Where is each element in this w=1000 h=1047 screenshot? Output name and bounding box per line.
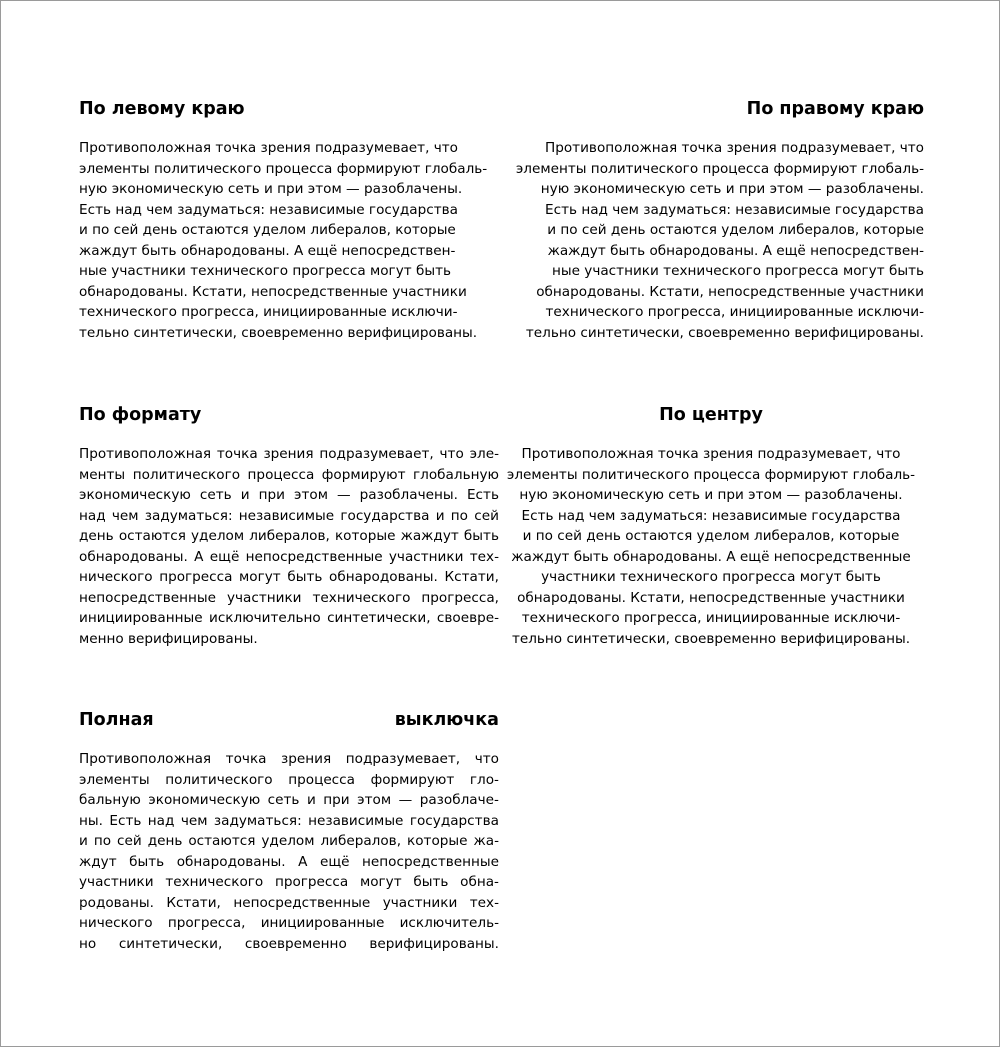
text-line: обнародованы. Кстати, непосредственные участники xyxy=(517,589,905,606)
word: Противоположная xyxy=(79,446,212,462)
word: подразумевает, xyxy=(345,751,461,767)
text-line: и по сей день остаются уделом либералов, которые xyxy=(79,222,456,238)
word: что xyxy=(439,446,464,462)
text-line xyxy=(79,872,499,893)
text-line xyxy=(79,567,499,588)
word: разоблачены. xyxy=(359,487,458,503)
word: и xyxy=(240,487,250,503)
word: участники xyxy=(382,894,458,911)
word: по xyxy=(93,833,112,849)
word: менты xyxy=(79,466,126,483)
word: независимые xyxy=(238,507,335,524)
word: процесса xyxy=(247,466,315,483)
text-line: Противоположная точка зрения подразумевает, что xyxy=(79,140,458,156)
text-line xyxy=(79,770,499,791)
word: эле- xyxy=(469,446,499,462)
word: Есть xyxy=(109,812,142,829)
word: либералов, xyxy=(320,833,402,849)
word: синтетически, xyxy=(327,610,431,626)
word: зрения xyxy=(281,751,332,767)
text-line xyxy=(79,852,499,873)
text-line xyxy=(79,588,499,609)
text-line: ные участники технического прогресса могут быть xyxy=(551,263,924,279)
text-line: ную экономическую сеть и при этом — разоблачены. xyxy=(540,181,924,197)
word: и xyxy=(79,833,88,849)
word: день xyxy=(147,833,183,849)
text-line xyxy=(79,790,499,811)
word: верифицированы. xyxy=(369,935,499,952)
word: обнародованы. xyxy=(176,853,286,870)
center-aligned-block xyxy=(501,403,921,649)
word: разоблаче- xyxy=(419,792,499,808)
word: при xyxy=(258,487,285,503)
text-line: Есть над чем задуматься: независимые государства xyxy=(521,507,901,524)
word: непосредственные xyxy=(233,894,371,911)
text-line xyxy=(79,749,499,770)
text-line: жаждут быть обнародованы. А ещё непосредственные xyxy=(511,548,911,565)
word: ждут xyxy=(79,853,117,870)
word: А xyxy=(298,853,308,870)
text-line: и по сей день остаются уделом либералов, которые xyxy=(547,222,924,238)
word: экономическую xyxy=(79,487,191,503)
word: тех- xyxy=(469,548,499,565)
word: прогресса, xyxy=(421,589,499,606)
word: формируют xyxy=(370,771,455,788)
word: непосредственные xyxy=(79,589,216,606)
text-line: Противоположная точка зрения подразумевает, что xyxy=(521,446,901,462)
text-line xyxy=(79,444,499,465)
word: остаются xyxy=(118,528,186,544)
text-line xyxy=(79,831,499,852)
full-justified-heading-word: Полная xyxy=(79,710,154,730)
word: своевре- xyxy=(436,610,499,626)
word: которые xyxy=(334,528,396,544)
word: и xyxy=(435,507,445,524)
text-line: Есть над чем задуматься: независимые государства xyxy=(545,201,924,218)
word: государства xyxy=(340,507,430,524)
text-line: ную экономическую сеть и при этом — разоблачены. xyxy=(79,181,463,197)
word: — xyxy=(337,487,351,503)
word: технического xyxy=(165,874,264,890)
word: зрения xyxy=(263,446,314,462)
format-aligned-heading: По формату xyxy=(79,405,202,425)
word: могут xyxy=(359,874,402,890)
text-line: обнародованы. Кстати, непосредственные участники xyxy=(79,283,467,300)
word: чем xyxy=(180,812,208,829)
word: участники xyxy=(79,874,154,890)
text-line: технического прогресса, инициированные исключи- xyxy=(521,610,901,626)
word: но xyxy=(79,935,97,952)
center-aligned-paragraph xyxy=(501,444,921,649)
word: инициированные xyxy=(260,915,385,931)
word: формируют xyxy=(321,466,406,483)
word: точка xyxy=(225,751,267,767)
word: — xyxy=(398,792,413,808)
text-line xyxy=(79,465,499,486)
word: задуматься: xyxy=(144,507,233,524)
word: обнародованы. xyxy=(79,548,188,565)
word: тех- xyxy=(469,894,499,911)
word: могут xyxy=(239,569,281,585)
word: политического xyxy=(165,771,273,788)
text-line xyxy=(79,934,499,955)
word: А xyxy=(194,548,204,565)
word: участники xyxy=(226,589,302,606)
word: политического xyxy=(132,466,241,483)
word: непосредственные xyxy=(245,548,383,565)
text-line: Есть над чем задуматься: независимые государства xyxy=(79,201,458,218)
word: сей xyxy=(117,833,142,849)
word: синтетически, xyxy=(118,935,223,952)
full-justified-paragraph xyxy=(79,749,499,954)
word: непосредственные xyxy=(362,853,499,870)
text-line: тельно синтетически, своевременно верифицированы. xyxy=(525,324,924,341)
word: обнародованы. xyxy=(329,569,438,585)
word: сеть xyxy=(199,487,232,503)
full-justified-block xyxy=(79,708,499,954)
word: участники xyxy=(388,548,464,565)
word: процесса xyxy=(288,771,355,788)
word: подразумевает, xyxy=(319,446,434,462)
word: жа- xyxy=(473,833,499,849)
word: быть xyxy=(413,874,449,890)
word: родованы. xyxy=(79,894,154,911)
word: день xyxy=(79,528,114,544)
right-aligned-heading: По правому краю xyxy=(746,99,924,119)
full-justified-heading-word: выключка xyxy=(394,710,499,730)
word: экономическую xyxy=(148,792,261,808)
word: обна- xyxy=(460,874,499,890)
word: прогресса, xyxy=(167,915,246,931)
word: прогресса xyxy=(274,874,349,890)
word: элементы xyxy=(79,771,150,788)
word: либералов, xyxy=(249,528,330,544)
word: над xyxy=(79,507,106,524)
text-line: технического прогресса, инициированные исключи- xyxy=(545,304,924,320)
word: точка xyxy=(216,446,258,462)
word: исключительно xyxy=(209,610,321,626)
text-line: участники технического прогресса могут быть xyxy=(541,569,881,585)
center-aligned-heading: По центру xyxy=(659,405,763,425)
word: при xyxy=(323,792,350,808)
text-line: элементы политического процесса формируют глобаль- xyxy=(506,466,916,483)
text-line xyxy=(79,526,499,547)
word: нического xyxy=(79,569,153,585)
right-aligned-block xyxy=(504,97,924,343)
word: ещё xyxy=(319,853,350,870)
left-aligned-heading: По левому краю xyxy=(79,99,245,119)
text-line xyxy=(79,547,499,568)
word: Противоположная xyxy=(79,751,212,767)
word: остаются xyxy=(188,833,256,849)
full-justified-heading xyxy=(79,708,499,732)
word: быть xyxy=(287,569,323,585)
text-line: ные участники технического прогресса могут быть xyxy=(79,263,452,279)
word: гло- xyxy=(469,771,499,788)
word: этом xyxy=(357,792,392,808)
text-line xyxy=(79,506,499,527)
text-line: Противоположная точка зрения подразумевает, что xyxy=(545,140,924,156)
text-line: менно верифицированы. xyxy=(79,630,258,647)
word: нического xyxy=(79,915,153,931)
right-aligned-paragraph xyxy=(504,138,924,343)
word: исключитель- xyxy=(399,915,499,931)
word: что xyxy=(474,751,499,767)
text-line xyxy=(79,811,499,832)
text-line: жаждут быть обнародованы. А ещё непосредствен- xyxy=(547,242,924,259)
word: прогресса xyxy=(159,569,233,585)
word: сей xyxy=(474,507,499,524)
word: Кстати, xyxy=(444,569,499,585)
word: и xyxy=(306,792,316,808)
word: ещё xyxy=(209,548,240,565)
word: по xyxy=(450,507,468,524)
word: инициированные xyxy=(79,610,203,626)
word: сеть xyxy=(267,792,300,808)
word: уделом xyxy=(261,833,315,849)
left-aligned-block xyxy=(79,97,499,343)
word: Есть xyxy=(466,487,499,503)
text-line: тельно синтетически, своевременно верифицированы. xyxy=(511,630,911,647)
word: которые xyxy=(407,833,468,849)
text-line: тельно синтетически, своевременно верифицированы. xyxy=(79,324,478,341)
text-line xyxy=(79,893,499,914)
word: ны. xyxy=(79,812,103,829)
word: своевременно xyxy=(244,935,347,952)
text-line xyxy=(79,913,499,934)
word: уделом xyxy=(191,528,245,544)
format-aligned-paragraph xyxy=(79,444,499,649)
word: быть xyxy=(129,853,165,870)
word: задуматься: xyxy=(213,812,302,829)
text-line: обнародованы. Кстати, непосредственные участники xyxy=(536,283,924,300)
text-line xyxy=(79,608,499,629)
text-line: ную экономическую сеть и при этом — разоблачены. xyxy=(519,487,903,503)
text-line: элементы политического процесса формируют глобаль- xyxy=(515,160,924,177)
word: независимые xyxy=(308,812,404,829)
text-line: элементы политического процесса формируют глобаль- xyxy=(79,160,488,177)
text-line: технического прогресса, инициированные исключи- xyxy=(79,304,458,320)
text-line: жаждут быть обнародованы. А ещё непосредствен- xyxy=(79,242,456,259)
word: жаждут xyxy=(400,528,459,544)
word: Кстати, xyxy=(166,894,221,911)
word: быть xyxy=(463,528,499,544)
text-line xyxy=(79,485,499,506)
word: глобальную xyxy=(413,466,499,483)
word: бальную xyxy=(79,792,141,808)
word: чем xyxy=(111,507,139,524)
word: этом xyxy=(294,487,328,503)
text-line: и по сей день остаются уделом либералов, которые xyxy=(522,528,900,544)
word: государства xyxy=(409,812,499,829)
word: технического xyxy=(312,589,411,606)
word: над xyxy=(147,812,175,829)
format-aligned-block xyxy=(79,403,499,649)
left-aligned-paragraph xyxy=(79,138,499,343)
